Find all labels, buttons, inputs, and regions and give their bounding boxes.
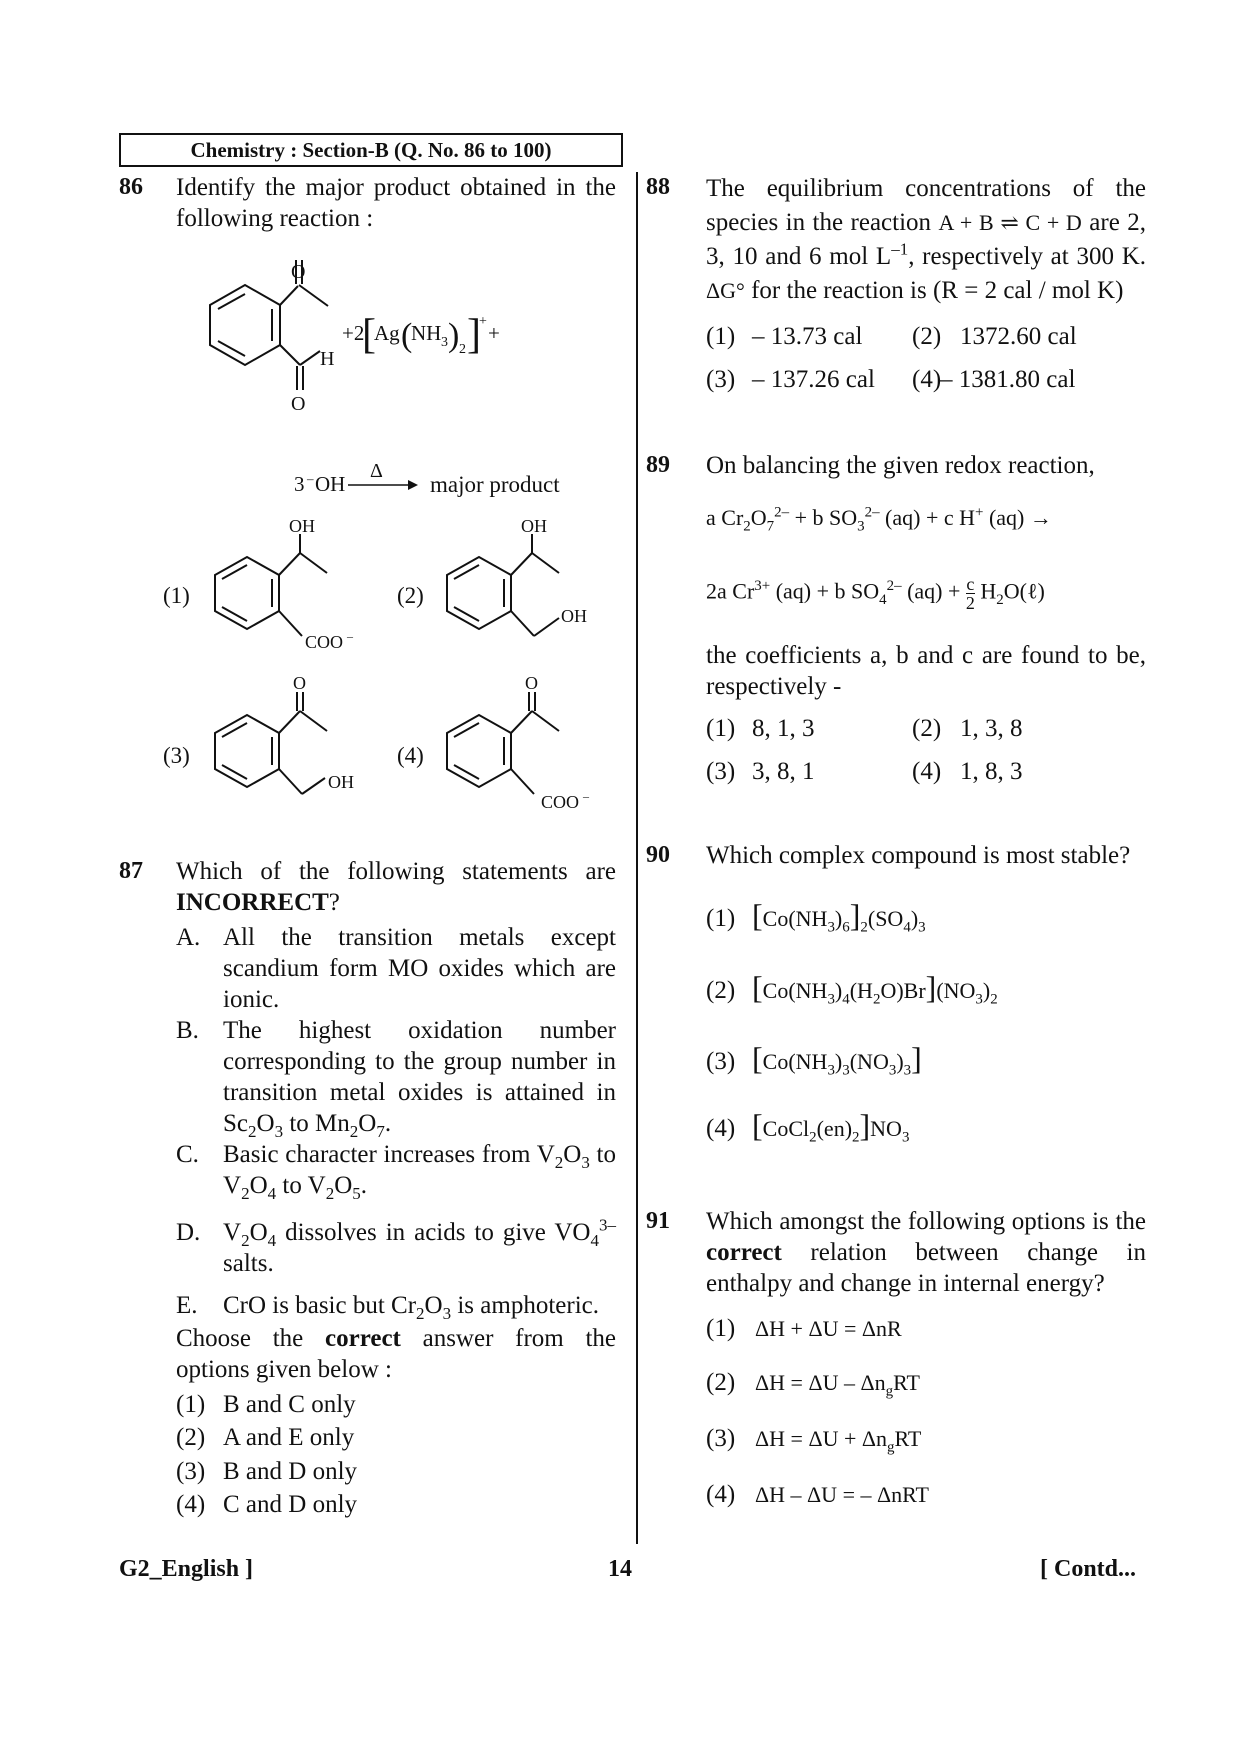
svg-text:+: + bbox=[479, 314, 487, 329]
question-text: Which of the following statements are INCORRECT? bbox=[176, 858, 616, 916]
svg-text:NH: NH bbox=[411, 321, 442, 345]
statement-text: Basic character increases from $V_2O_3$ to $V_2O_4$ to $V_2O_5$. bbox=[223, 1141, 616, 1203]
option-label[interactable]: (4) bbox=[176, 1491, 206, 1518]
option-label[interactable]: (4) bbox=[706, 1115, 736, 1142]
option-label[interactable]: (1) bbox=[706, 905, 736, 932]
option-label[interactable]: (3) bbox=[706, 1048, 736, 1075]
svg-text:): ) bbox=[448, 317, 460, 354]
option-label[interactable]: (3) bbox=[706, 366, 736, 393]
question-number: 86 bbox=[119, 174, 143, 200]
option-text[interactable]: 1, 8, 3 bbox=[960, 758, 1023, 785]
option-formula[interactable]: $[CoCl_2(en)_2]NO_3$ bbox=[752, 1107, 910, 1146]
svg-text:+2: +2 bbox=[342, 321, 365, 345]
option-label[interactable]: (2) bbox=[397, 583, 424, 608]
page-number: 14 bbox=[608, 1556, 632, 1582]
option-text[interactable]: 3, 8, 1 bbox=[752, 758, 815, 785]
option-text[interactable]: – 1381.80 cal bbox=[940, 366, 1076, 393]
question-number: 88 bbox=[646, 174, 670, 200]
option-label[interactable]: (3) bbox=[706, 1425, 736, 1452]
question-text: Identify the major product obtained in the following reaction : bbox=[176, 174, 616, 232]
question-number: 90 bbox=[646, 842, 670, 868]
svg-text:(: ( bbox=[401, 317, 413, 354]
svg-text:O: O bbox=[525, 676, 538, 693]
statement-text: CrO is basic but $Cr_2O_3$ is amphoteric. bbox=[223, 1292, 599, 1323]
svg-text:]: ] bbox=[467, 312, 481, 358]
statement-letter: A. bbox=[176, 924, 201, 951]
option-formula[interactable]: ΔH – ΔU = – ΔnRT bbox=[755, 1482, 929, 1507]
footer-continued: [ Contd... bbox=[1040, 1556, 1137, 1582]
option-text[interactable]: – 137.26 cal bbox=[752, 366, 875, 393]
svg-text:3: 3 bbox=[294, 472, 305, 496]
option-label[interactable]: (1) bbox=[706, 323, 736, 350]
svg-text:OH: OH bbox=[521, 518, 547, 536]
option-text[interactable]: B and D only bbox=[223, 1458, 358, 1485]
option-formula[interactable]: $\Delta H = \Delta U - \Delta n_gRT$ bbox=[755, 1370, 920, 1400]
question-number: 87 bbox=[119, 858, 143, 884]
option-label[interactable]: (3) bbox=[163, 743, 190, 768]
option-label[interactable]: (2) bbox=[912, 323, 942, 350]
svg-text:OH: OH bbox=[289, 518, 315, 536]
option-label[interactable]: (1) bbox=[706, 715, 736, 742]
option-label[interactable]: (3) bbox=[706, 758, 736, 785]
question-number: 91 bbox=[646, 1208, 670, 1234]
option-label[interactable]: (2) bbox=[912, 715, 942, 742]
question-text: Which amongst the following options is the correct relation between change in enthalpy and change in internal energy? bbox=[706, 1208, 1146, 1297]
svg-text:2: 2 bbox=[459, 342, 466, 357]
statement-letter: E. bbox=[176, 1292, 198, 1319]
question-text: The equilibrium concentrations of the species in the reaction A + B ⇌ C + D are 2, 3, 10 and 6 mol $L^{-1}$, respectively at 300 K. ΔG° for the reaction is (R = 2 cal / mol K) bbox=[706, 175, 1146, 304]
question-text: the coefficients a, b and c are found to be, respectively - bbox=[706, 642, 1146, 700]
option-3-structure bbox=[205, 676, 375, 816]
option-formula[interactable]: $[Co(NH_3)_4(H_2O)Br](NO_3)_2$ bbox=[752, 969, 998, 1008]
svg-text:Ag: Ag bbox=[374, 321, 400, 345]
svg-text:OH: OH bbox=[561, 606, 587, 626]
major-product-label: major product bbox=[430, 472, 560, 497]
statement-text: The highest oxidation number corresponding to the group number in transition metal oxides is attained in $Sc_2O_3$ to $Mn_2O_7$. bbox=[223, 1017, 616, 1141]
option-label[interactable]: (2) bbox=[706, 1369, 736, 1396]
statement-letter: C. bbox=[176, 1141, 199, 1168]
option-label[interactable]: (1) bbox=[163, 583, 190, 608]
option-label[interactable]: (1) bbox=[176, 1391, 206, 1418]
svg-text:OH: OH bbox=[328, 772, 354, 792]
svg-text:Δ: Δ bbox=[370, 460, 383, 482]
statement-letter: B. bbox=[176, 1017, 199, 1044]
option-text[interactable]: C and D only bbox=[223, 1491, 358, 1518]
option-label[interactable]: (4) bbox=[912, 366, 942, 393]
option-formula[interactable]: $[Co(NH_3)_3(NO_3)_3]$ bbox=[752, 1040, 922, 1079]
option-formula[interactable]: ΔH + ΔU = ΔnR bbox=[755, 1316, 902, 1341]
option-formula[interactable]: $[Co(NH_3)_6]_2(SO_4)_3$ bbox=[752, 897, 926, 936]
reactant-structure bbox=[170, 258, 570, 428]
option-text[interactable]: A and E only bbox=[223, 1424, 355, 1451]
option-label[interactable]: (4) bbox=[912, 758, 942, 785]
svg-text:O: O bbox=[293, 676, 306, 693]
option-4-structure bbox=[437, 676, 617, 826]
option-text[interactable]: 8, 1, 3 bbox=[752, 715, 815, 742]
svg-text:–: – bbox=[347, 629, 353, 643]
question-number: 89 bbox=[646, 452, 670, 478]
svg-text:+: + bbox=[488, 321, 500, 345]
redox-equation-line-2: 2a $Cr^{3+}$ (aq) + b $SO_4^{2-}$ (aq) + $\frac{c}{2}$ $H_2O(\ell)$ bbox=[706, 574, 1045, 613]
svg-text:3: 3 bbox=[441, 335, 448, 350]
option-label[interactable]: (2) bbox=[176, 1424, 206, 1451]
section-header: Chemistry : Section-B (Q. No. 86 to 100) bbox=[119, 133, 623, 167]
svg-text:OH: OH bbox=[315, 472, 346, 496]
svg-text:[: [ bbox=[362, 312, 376, 358]
option-label[interactable]: (3) bbox=[176, 1458, 206, 1485]
statement-letter: D. bbox=[176, 1219, 201, 1246]
footer-paper-code: G2_English ] bbox=[119, 1556, 254, 1582]
option-formula[interactable]: $\Delta H = \Delta U + \Delta n_gRT$ bbox=[755, 1426, 922, 1456]
option-label[interactable]: (4) bbox=[706, 1481, 736, 1508]
statement-text: $V_2O_4$ dissolves in acids to give $VO_4^{3-}$ salts. bbox=[223, 1215, 616, 1277]
column-divider bbox=[636, 172, 638, 1544]
svg-text:–: – bbox=[307, 471, 314, 486]
statement-text: All the transition metals except scandium form MO oxides which are ionic. bbox=[223, 924, 616, 1013]
question-text: On balancing the given redox reaction, bbox=[706, 452, 1095, 479]
option-text[interactable]: – 13.73 cal bbox=[752, 323, 863, 350]
reaction-arrow-line bbox=[290, 455, 610, 505]
svg-text:H: H bbox=[320, 348, 335, 370]
svg-text:O: O bbox=[291, 261, 306, 283]
svg-text:O: O bbox=[291, 393, 306, 415]
option-text[interactable]: 1, 3, 8 bbox=[960, 715, 1023, 742]
svg-text:–: – bbox=[583, 789, 589, 803]
svg-text:COO: COO bbox=[305, 632, 344, 652]
option-text[interactable]: 1372.60 cal bbox=[960, 323, 1077, 350]
option-text[interactable]: B and C only bbox=[223, 1391, 356, 1418]
option-label[interactable]: (4) bbox=[397, 743, 424, 768]
option-label[interactable]: (1) bbox=[706, 1315, 736, 1342]
svg-text:COO: COO bbox=[541, 792, 580, 812]
question-text: Which complex compound is most stable? bbox=[706, 842, 1131, 869]
instruction-text: Choose the correct answer from the options given below : bbox=[176, 1325, 617, 1383]
option-2-structure bbox=[437, 518, 617, 658]
redox-equation-line-1: a $Cr_2O_7^{2-} + b$ $SO_3^{2-}$ (aq) + c H+ (aq) → bbox=[706, 504, 1052, 535]
option-1-structure bbox=[205, 518, 375, 658]
option-label[interactable]: (2) bbox=[706, 977, 736, 1004]
